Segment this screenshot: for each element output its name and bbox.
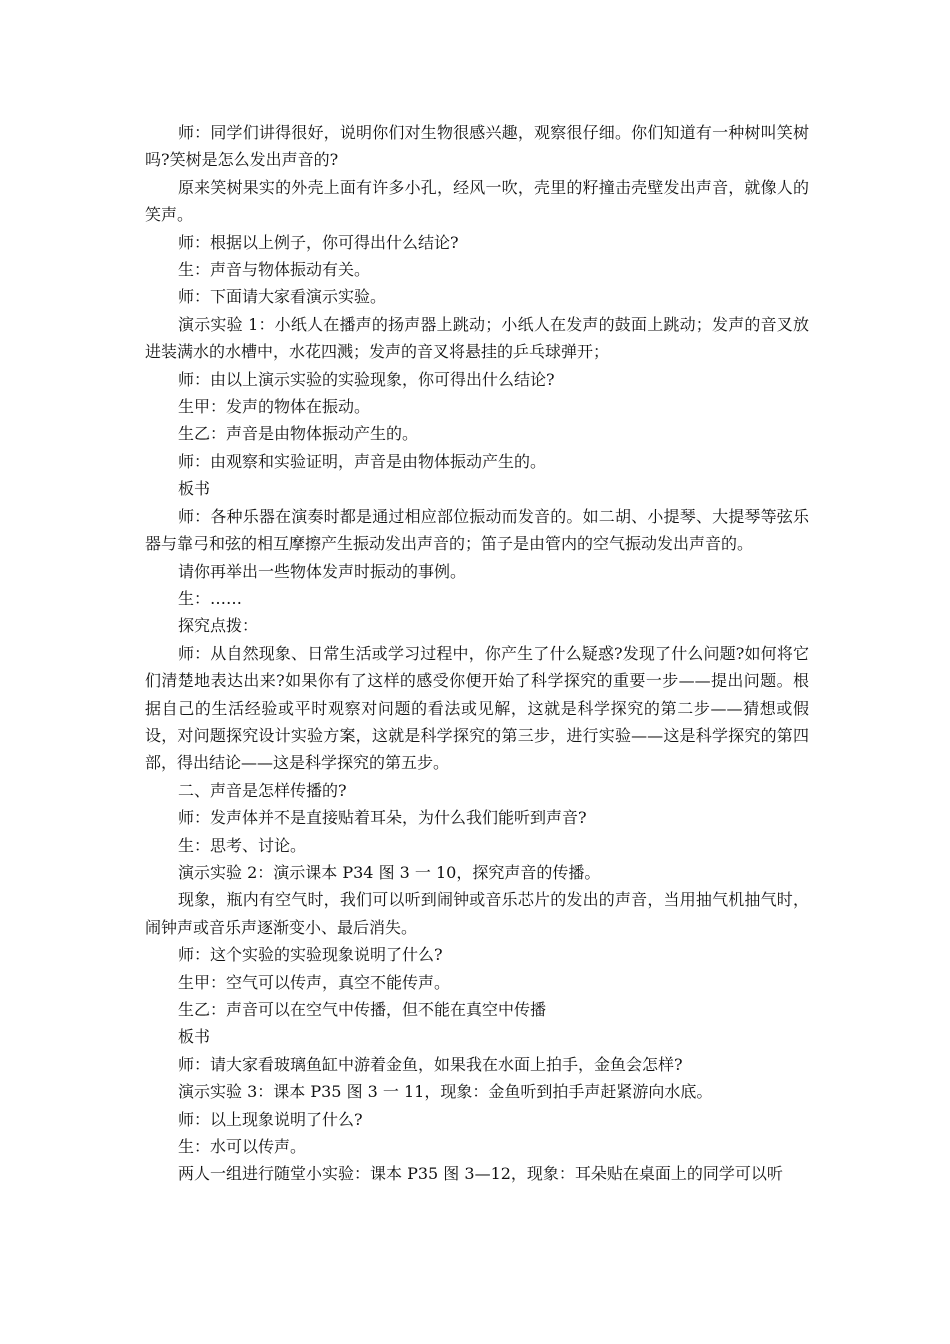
paragraph: 演示实验 2：演示课本 P34 图 3 一 10，探究声音的传播。	[178, 862, 601, 882]
paragraph: 师：从自然现象、日常生活或学习过程中，你产生了什么疑惑?发现了什么问题?如何将它们清楚地表达出来?如果你有了这样的感受你便开始了科学探究的重要一步——提出问题。根据自己的生活经验或平时观察对问题的看法或见解，这就是科学探究的第二步——猜想或假设，对问题探究设计实验方案，这就是科学探究的第三步，进行实验——这是科学探究的第四部，得出结论——这是科学探究的第五步。	[145, 643, 809, 773]
paragraph: 生甲：发声的物体在振动。	[178, 397, 371, 417]
section-label: 板书	[178, 1027, 211, 1047]
paragraph: 师：同学们讲得很好，说明你们对生物很感兴趣，观察很仔细。你们知道有一种树叫笑树吗?笑树是怎么发出声音的?	[145, 123, 809, 170]
paragraph: 原来笑树果实的外壳上面有许多小孔，经风一吹，壳里的籽撞击壳壁发出声音，就像人的笑声。	[145, 177, 809, 225]
paragraph: 现象，瓶内有空气时，我们可以听到闹钟或音乐芯片的发出的声音，当用抽气机抽气时，闹钟声或音乐声逐渐变小、最后消失。	[145, 890, 809, 937]
paragraph: 请你再举出一些物体发声时振动的事例。	[178, 561, 467, 581]
paragraph: 生：声音与物体振动有关。	[178, 260, 371, 280]
paragraph: 演示实验 1：小纸人在播声的扬声器上跳动；小纸人在发声的鼓面上跳动；发声的音叉放进装满水的水槽中，水花四溅；发声的音叉将悬挂的乒乓球弹开；	[145, 314, 809, 362]
section-label: 板书	[178, 479, 211, 499]
paragraph: 生：水可以传声。	[178, 1137, 307, 1157]
paragraph: 师：由以上演示实验的实验现象，你可得出什么结论?	[178, 369, 555, 389]
paragraph: 演示实验 3：课本 P35 图 3 一 11，现象：金鱼听到拍手声赶紧游向水底。	[178, 1082, 713, 1102]
paragraph: 生：思考、讨论。	[178, 835, 307, 855]
paragraph: 师：由观察和实验证明，声音是由物体振动产生的。	[178, 451, 547, 471]
paragraph: 师：各种乐器在演奏时都是通过相应部位振动而发音的。如二胡、小提琴、大提琴等弦乐器与靠弓和弦的相互摩擦产生振动发出声音的；笛子是由管内的空气振动发出声音的。	[145, 506, 809, 554]
paragraph: 生甲：空气可以传声，真空不能传声。	[178, 972, 451, 992]
paragraph: 生乙：声音是由物体振动产生的。	[178, 424, 419, 444]
paragraph: 师：请大家看玻璃鱼缸中游着金鱼，如果我在水面上拍手，金鱼会怎样?	[178, 1054, 683, 1074]
paragraph: 师：下面请大家看演示实验。	[178, 287, 387, 307]
document-body	[145, 119, 809, 1188]
paragraph: 生：……	[178, 588, 243, 608]
paragraph: 师：这个实验的实验现象说明了什么?	[178, 945, 443, 965]
paragraph: 师：发声体并不是直接贴着耳朵，为什么我们能听到声音?	[178, 808, 587, 828]
paragraph: 师：以上现象说明了什么?	[178, 1109, 363, 1129]
paragraph: 师：根据以上例子，你可得出什么结论?	[178, 232, 459, 252]
paragraph: 生乙：声音可以在空气中传播，但不能在真空中传播	[178, 1000, 547, 1019]
paragraph: 两人一组进行随堂小实验：课本 P35 图 3—12，现象：耳朵贴在桌面上的同学可以听	[178, 1164, 783, 1184]
section-heading: 二、声音是怎样传播的?	[178, 780, 347, 800]
section-label: 探究点拨：	[178, 616, 259, 636]
